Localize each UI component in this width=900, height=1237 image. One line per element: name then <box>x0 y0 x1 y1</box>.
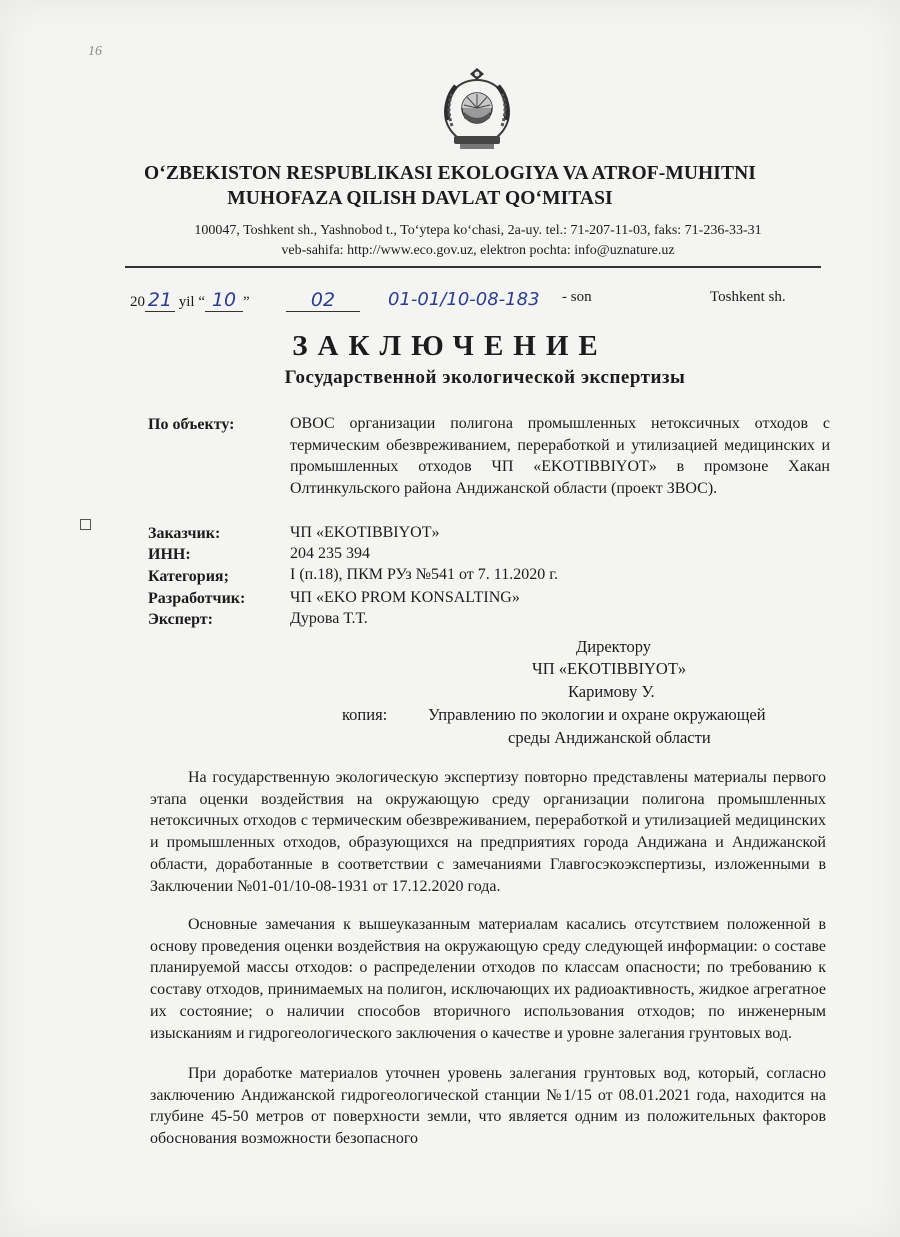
developer-value: ЧП «EKO PROM KONSALTING» <box>290 589 520 606</box>
copy-recipient-line1: Управлению по экологии и охране окружающей <box>428 705 766 724</box>
body-paragraph-3: При доработке материалов уточнен уровень залегания грунтовых вод, который, согласно заключению Андижанской гидрогеологической станции №1/15 от 08.01.2021 года, находится на глубине 45-50 метров от поверхности земли, что является одним из положительных факторов обоснования возможности безопасного <box>150 1065 826 1148</box>
state-emblem-icon <box>434 64 520 154</box>
document-title: ЗАКЛЮЧЕНИЕ <box>292 330 608 362</box>
organization-contacts: veb-sahifa: http://www.eco.gov.uz, elektron pochta: info@uznature.uz <box>281 243 675 258</box>
expert-label: Эксперт: <box>148 611 213 628</box>
category-value: I (п.18), ПКМ РУз №541 от 7. 11.2020 г. <box>290 566 558 583</box>
customer-value: ЧП «EKOTIBBIYOT» <box>290 524 440 541</box>
month-handwritten: 10 <box>211 289 237 311</box>
object-value: ОВОС организации полигона промышленных нетоксичных отходов с термическим обезвреживанием, переработкой и утилизацией медицинских и промышленных отходов ЧП «EKOTIBBIYOT» в промзоне Хакан Олтинкульского района Андижанской области (проект ЗВОС). <box>290 415 830 497</box>
customer-label: Заказчик: <box>148 525 221 542</box>
body-paragraph-2: Основные замечания к вышеуказанным материалам касались отсутствием положенной в основу проведения оценки воздействия на окружающую среду следующей информации: о составе планируемой массы отходов: о распределении отходов по классам опасности; по требованию к составу отходов, принимаемых на полигон, исключающих их радиоактивность, жидкое агрегатное их состояние; о наличии способов вторичного использования отходов; по инженерным изысканиям и гидрогеологического заключения о качестве и уровне залегания грунтовых вод. <box>150 916 826 1042</box>
inn-label: ИНН: <box>148 546 191 563</box>
organization-address: 100047, Toshkent sh., Yashnobod t., To‘ytepa ko‘chasi, 2a-uy. tel.: 71-207-11-03, faks: 71-236-33-31 <box>194 223 762 238</box>
document-number-handwritten: 01-01/10-08-183 <box>388 289 540 310</box>
date-line: 20 21 yil “ 10 ” <box>130 289 250 311</box>
developer-label: Разработчик: <box>148 590 246 607</box>
category-label: Категория; <box>148 568 229 585</box>
checkbox-mark <box>80 519 91 530</box>
yil-label: yil <box>178 294 195 310</box>
document-subtitle: Государственной экологической экспертизы <box>284 367 686 388</box>
expert-value: Дурова Т.Т. <box>290 610 368 627</box>
addressee-name: Каримову У. <box>568 682 655 701</box>
organization-name-line2: MUHOFAZA QILISH DAVLAT QO‘MITASI <box>227 188 613 209</box>
city-label: Toshkent sh. <box>710 289 786 305</box>
object-label: По объекту: <box>148 416 235 433</box>
addressee-title: Директору <box>576 637 651 656</box>
copy-recipient-line2: среды Андижанской области <box>508 728 711 747</box>
day-handwritten: 02 <box>310 289 336 311</box>
year-prefix: 20 <box>130 294 145 310</box>
copy-label: копия: <box>342 705 388 724</box>
organization-name-line1: O‘ZBEKISTON RESPUBLIKASI EKOLOGIYA VA ATROF-MUHITNI <box>144 163 756 184</box>
year-handwritten: 21 <box>147 289 173 311</box>
addressee-company: ЧП «EKOTIBBIYOT» <box>532 659 687 678</box>
inn-value: 204 235 394 <box>290 545 370 562</box>
body-paragraph-1: На государственную экологическую экспертизу повторно представлены материалы первого этапа оценки воздействия на окружающую среду организации полигона промышленных нетоксичных отходов с термическим обезвреживанием, переработкой и утилизацией медицинских и промышленных отходов, образующихся на предприятиях города Андижана и Андижанской области, доработанные в соответствии с замечаниями Главгосэкоэкспертизы, изложенными в Заключении №01-01/10-08-1931 от 17.12.2020 года. <box>150 769 826 895</box>
header-divider <box>125 266 821 268</box>
page-number: 16 <box>88 44 102 59</box>
son-label: - son <box>562 289 592 305</box>
